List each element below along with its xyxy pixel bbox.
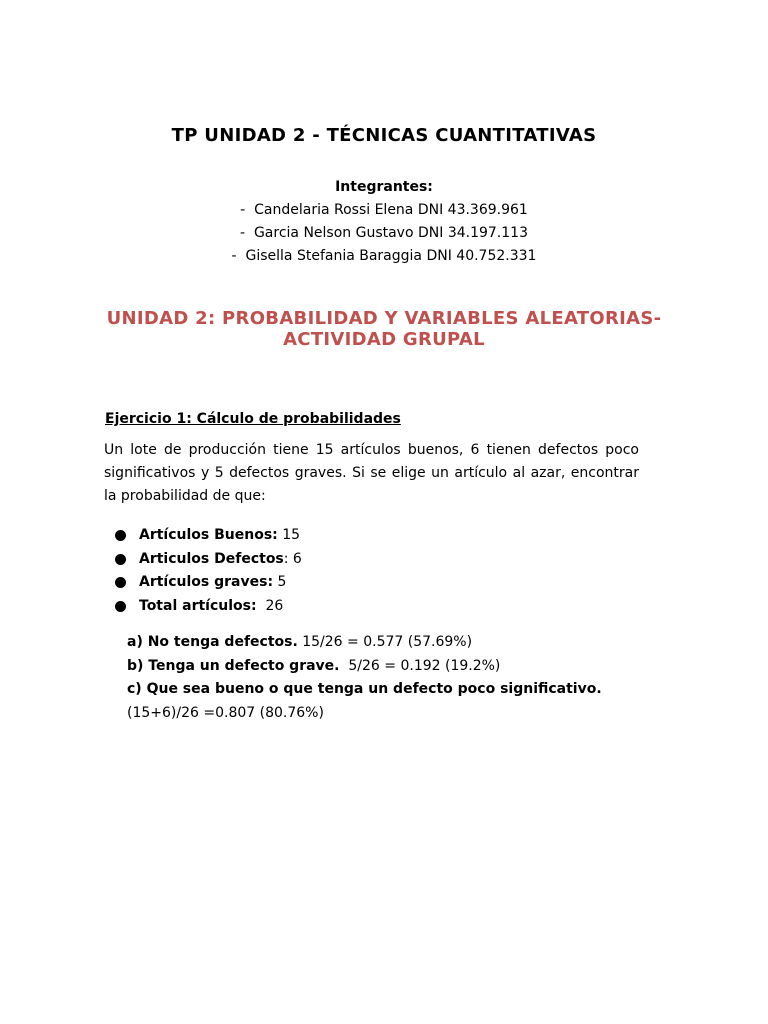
item-label: Total artículos: (139, 597, 257, 614)
exercise-heading: Ejercicio 1: Cálculo de probabilidades (105, 411, 401, 427)
answer-a-label: a) No tenga defectos. (127, 634, 298, 650)
members-heading: Integrantes: (335, 179, 433, 195)
unit-title-line-1: UNIDAD 2: PROBABILIDAD Y VARIABLES ALEATORIAS- (106, 308, 662, 329)
bullet-icon (115, 577, 126, 588)
list-item (115, 524, 302, 548)
bullet-icon (115, 530, 126, 541)
list-item (115, 548, 302, 572)
answer-b-label: b) Tenga un defecto grave. (127, 657, 340, 674)
answer-a-value: 15/26 = 0.577 (57.69%) (297, 634, 473, 650)
list-item (115, 571, 302, 595)
answer-c-label: c) Que sea bueno o que tenga un defecto poco significativo. (127, 681, 602, 697)
item-value: 15 (277, 527, 301, 543)
member-item: - Garcia Nelson Gustavo DNI 34.197.113 (240, 225, 528, 241)
answer-c (127, 678, 602, 702)
unit-title-line-2: ACTIVIDAD GRUPAL (283, 329, 485, 350)
item-label: Articulos Defectos (139, 550, 284, 567)
item-label: Artículos graves: (139, 574, 274, 590)
member-item: - Gisella Stefania Baraggia DNI 40.752.331 (231, 248, 537, 264)
answer-b (127, 655, 602, 679)
members-section (0, 176, 768, 268)
items-list (115, 524, 302, 618)
item-value: : 6 (283, 550, 302, 567)
member-item: - Candelaria Rossi Elena DNI 43.369.961 (240, 202, 528, 218)
exercise-statement: Un lote de producción tiene 15 artículos buenos, 6 tienen defectos poco significativos y 5 defectos graves. Si se elige un artículo al azar, encontrar la probabilidad de que: (104, 442, 639, 504)
bullet-icon (115, 554, 126, 565)
answer-b-value: 5/26 = 0.192 (19.2%) (339, 657, 501, 674)
answer-c-value: (15+6)/26 =0.807 (80.76%) (127, 704, 324, 721)
item-label: Artículos Buenos: (139, 527, 278, 543)
unit-title (0, 308, 768, 350)
answers-section (127, 631, 602, 725)
answer-a (127, 631, 602, 655)
document-title: TP UNIDAD 2 - TÉCNICAS CUANTITATIVAS (171, 125, 597, 146)
item-value: 26 (256, 597, 284, 614)
list-item (115, 595, 302, 619)
item-value: 5 (273, 574, 287, 590)
bullet-icon (115, 601, 126, 612)
